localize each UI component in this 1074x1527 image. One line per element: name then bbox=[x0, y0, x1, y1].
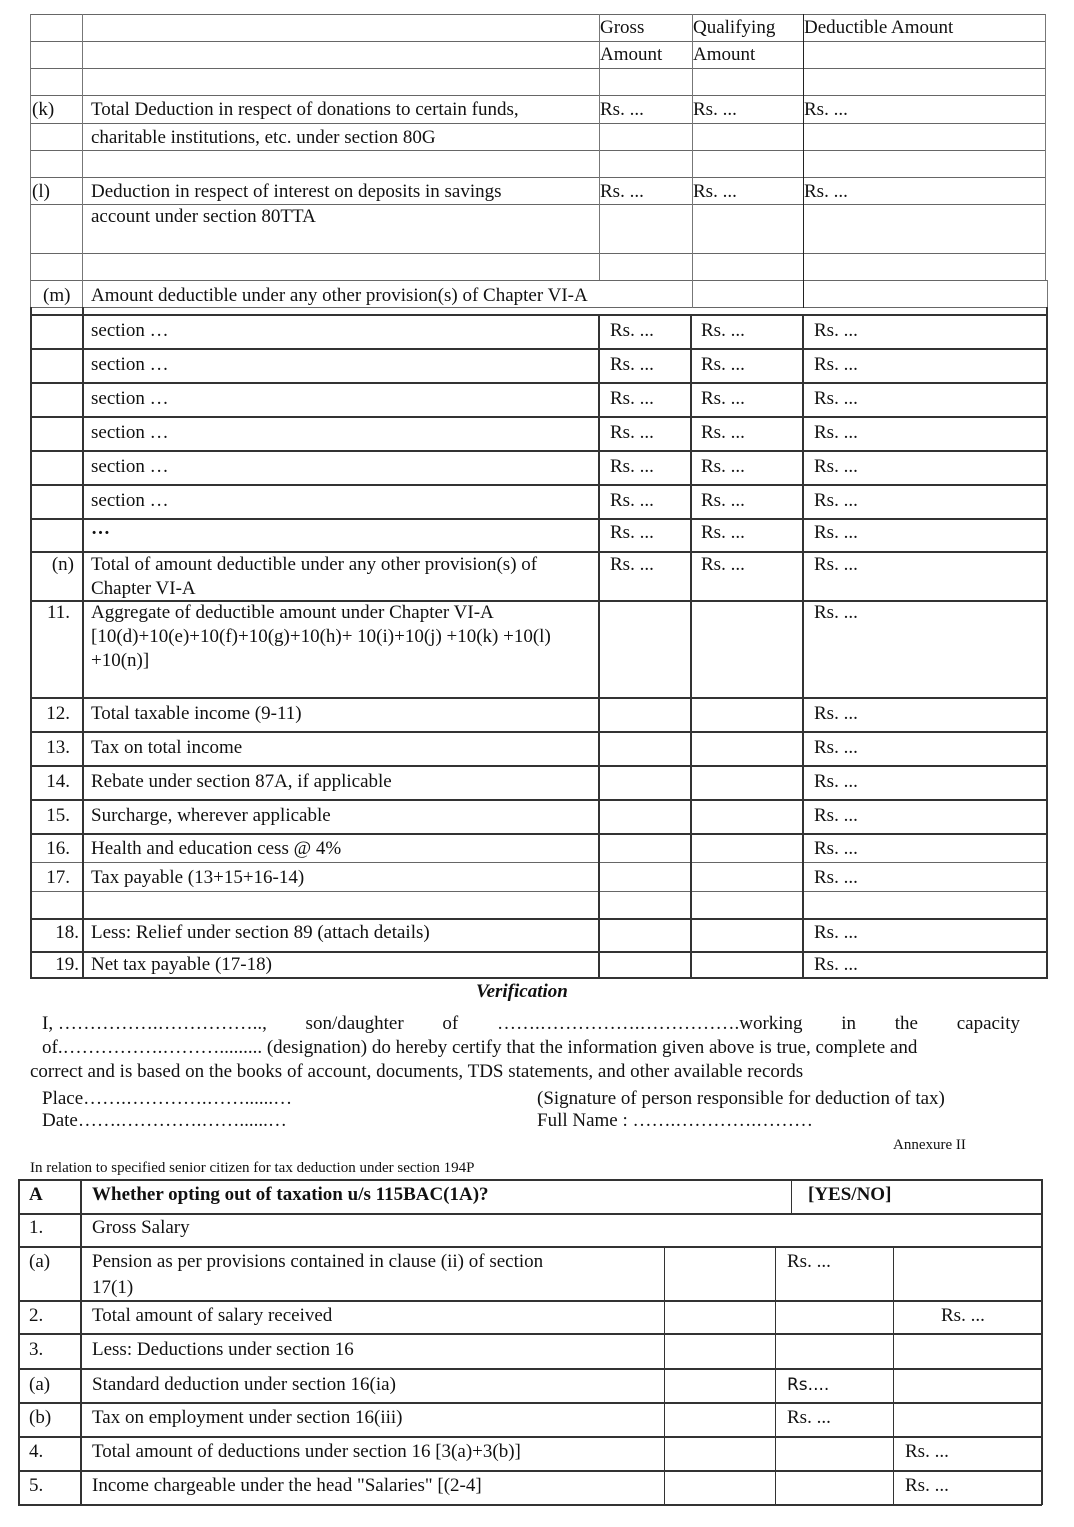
parent-name-blank: …….…………….…………….working bbox=[496, 1013, 803, 1034]
section-row-text: section … bbox=[91, 388, 169, 409]
header-qualifying-2: Amount bbox=[693, 44, 756, 65]
row-1-text: Gross Salary bbox=[92, 1217, 190, 1238]
opt-out-value[interactable]: [YES/NO] bbox=[808, 1184, 892, 1205]
section-row-deductible: Rs. ... bbox=[814, 388, 858, 409]
row-1a-text-1: Pension as per provisions contained in clause (ii) of section bbox=[92, 1251, 544, 1272]
row-text: Tax on total income bbox=[91, 737, 243, 758]
row-deductible: Rs. ... bbox=[814, 805, 858, 826]
row-text: Surcharge, wherever applicable bbox=[91, 805, 331, 826]
row-label: 13. bbox=[46, 737, 70, 758]
row-l-deductible: Rs. ... bbox=[804, 181, 848, 202]
row-deductible: Rs. ... bbox=[814, 703, 858, 724]
row-deductible: Rs. ... bbox=[814, 838, 858, 859]
row-label: 18. bbox=[55, 922, 79, 943]
text-fragment: in bbox=[841, 1013, 857, 1034]
row-11-text-2: [10(d)+10(e)+10(f)+10(g)+10(h)+ 10(i)+10(j) +10(k) +10(l) bbox=[91, 626, 551, 647]
row-k-label: (k) bbox=[32, 99, 55, 120]
row-k-text-1: Total Deduction in respect of donations to certain funds, bbox=[91, 99, 519, 120]
row-5-label: 5. bbox=[29, 1475, 44, 1496]
section-row-deductible: Rs. ... bbox=[814, 490, 858, 511]
section-row-qualifying: Rs. ... bbox=[701, 422, 745, 443]
row-deductible: Rs. ... bbox=[814, 771, 858, 792]
row-3-label: 3. bbox=[29, 1339, 44, 1360]
row-2-text: Total amount of salary received bbox=[92, 1305, 333, 1326]
section-row-gross: Rs. ... bbox=[610, 490, 654, 511]
row-4-text: Total amount of deductions under section 16 [3(a)+3(b)] bbox=[92, 1441, 521, 1462]
section-row-text: … bbox=[91, 518, 110, 539]
row-4-amount: Rs. ... bbox=[905, 1441, 949, 1462]
verification-line-2: of.…………….………......... (designation) do hereby certify that the information given above is true, complete and bbox=[42, 1037, 918, 1058]
header-deductible: Deductible Amount bbox=[804, 17, 954, 38]
verification-line-1 bbox=[42, 1013, 1020, 1035]
row-deductible: Rs. ... bbox=[814, 954, 858, 975]
row-5-amount: Rs. ... bbox=[905, 1475, 949, 1496]
row-1a-text-2: 17(1) bbox=[92, 1277, 134, 1298]
section-row-qualifying: Rs. ... bbox=[701, 490, 745, 511]
text-fragment: of bbox=[442, 1013, 459, 1034]
section-row-deductible: Rs. ... bbox=[814, 354, 858, 375]
section-row-deductible: Rs. ... bbox=[814, 320, 858, 341]
row-label: 19. bbox=[55, 954, 79, 975]
row-2-amount: Rs. ... bbox=[941, 1305, 985, 1326]
row-3a-label: (a) bbox=[29, 1374, 51, 1395]
row-n-deductible: Rs. ... bbox=[814, 554, 858, 575]
section-row-qualifying: Rs. ... bbox=[701, 522, 745, 543]
section-row-qualifying: Rs. ... bbox=[701, 354, 745, 375]
row-k-deductible: Rs. ... bbox=[804, 99, 848, 120]
row-11-text-3: +10(n)] bbox=[91, 650, 150, 671]
section-row-deductible: Rs. ... bbox=[814, 456, 858, 477]
row-3b-label: (b) bbox=[29, 1407, 52, 1428]
annexure-caption: In relation to specified senior citizen for tax deduction under section 194P bbox=[30, 1160, 475, 1176]
section-row-deductible: Rs. ... bbox=[814, 422, 858, 443]
row-3-text: Less: Deductions under section 16 bbox=[92, 1339, 354, 1360]
section-row-text: section … bbox=[91, 456, 169, 477]
section-row-gross: Rs. ... bbox=[610, 422, 654, 443]
section-row-qualifying: Rs. ... bbox=[701, 456, 745, 477]
header-gross-1: Gross bbox=[600, 17, 645, 38]
row-l-qualifying: Rs. ... bbox=[693, 181, 737, 202]
row-l-gross: Rs. ... bbox=[600, 181, 644, 202]
row-text: Health and education cess @ 4% bbox=[91, 838, 342, 859]
row-3a-text: Standard deduction under section 16(ia) bbox=[92, 1374, 396, 1395]
place-field: Place…….………….……......… bbox=[42, 1088, 293, 1109]
section-row-gross: Rs. ... bbox=[610, 388, 654, 409]
full-name-field: Full Name : …….………….……… bbox=[537, 1110, 814, 1131]
section-row-gross: Rs. ... bbox=[610, 522, 654, 543]
row-m-label: (m) bbox=[43, 285, 71, 306]
row-3a-amount: Rs.... bbox=[787, 1375, 830, 1395]
section-row-text: section … bbox=[91, 490, 169, 511]
row-n-qualifying: Rs. ... bbox=[701, 554, 745, 575]
row-n-label: (n) bbox=[51, 554, 74, 575]
section-row-qualifying: Rs. ... bbox=[701, 388, 745, 409]
row-label: 17. bbox=[46, 867, 70, 888]
row-l-text-2: account under section 80TTA bbox=[91, 206, 316, 227]
row-label: 12. bbox=[46, 703, 70, 724]
row-text: Total taxable income (9-11) bbox=[91, 703, 302, 724]
row-k-qualifying: Rs. ... bbox=[693, 99, 737, 120]
row-text: Net tax payable (17-18) bbox=[91, 954, 272, 975]
row-deductible: Rs. ... bbox=[814, 737, 858, 758]
section-row-text: section … bbox=[91, 422, 169, 443]
row-label: 14. bbox=[46, 771, 70, 792]
row-label: 15. bbox=[46, 805, 70, 826]
row-4-label: 4. bbox=[29, 1441, 44, 1462]
section-row-text: section … bbox=[91, 354, 169, 375]
text-fragment: son/daughter bbox=[305, 1013, 404, 1034]
row-l-text-1: Deduction in respect of interest on deposits in savings bbox=[91, 181, 502, 202]
name-blank: I, …………….…………….., bbox=[42, 1013, 267, 1034]
text-fragment: capacity bbox=[956, 1013, 1020, 1034]
header-qualifying-1: Qualifying bbox=[693, 17, 776, 38]
row-n-text-1: Total of amount deductible under any other provision(s) of bbox=[91, 554, 538, 575]
row-k-text-2: charitable institutions, etc. under section 80G bbox=[91, 127, 436, 148]
section-row-deductible: Rs. ... bbox=[814, 522, 858, 543]
row-deductible: Rs. ... bbox=[814, 922, 858, 943]
annexure-title: Annexure II bbox=[893, 1137, 966, 1153]
header-gross-2: Amount bbox=[600, 44, 663, 65]
row-text: Less: Relief under section 89 (attach details) bbox=[91, 922, 430, 943]
row-label: 16. bbox=[46, 838, 70, 859]
row-2-label: 2. bbox=[29, 1305, 44, 1326]
row-text: Rebate under section 87A, if applicable bbox=[91, 771, 392, 792]
signature-label: (Signature of person responsible for deduction of tax) bbox=[537, 1088, 945, 1109]
row-1-label: 1. bbox=[29, 1217, 44, 1238]
row-11-label: 11. bbox=[46, 602, 70, 623]
section-row-gross: Rs. ... bbox=[610, 456, 654, 477]
section-row-qualifying: Rs. ... bbox=[701, 320, 745, 341]
row-l-label: (l) bbox=[32, 181, 50, 202]
row-m-text: Amount deductible under any other provision(s) of Chapter VI-A bbox=[91, 285, 588, 306]
row-n-gross: Rs. ... bbox=[610, 554, 654, 575]
row-A-label: A bbox=[29, 1184, 43, 1205]
row-1a-label: (a) bbox=[29, 1251, 51, 1272]
row-1a-amount: Rs. ... bbox=[787, 1251, 831, 1272]
row-n-text-2: Chapter VI-A bbox=[91, 578, 196, 599]
row-11-text-1: Aggregate of deductible amount under Chapter VI-A bbox=[91, 602, 494, 623]
row-3b-amount: Rs. ... bbox=[787, 1407, 831, 1428]
date-field: Date…….………….……......… bbox=[42, 1110, 287, 1131]
row-text: Tax payable (13+15+16-14) bbox=[91, 867, 305, 888]
row-k-gross: Rs. ... bbox=[600, 99, 644, 120]
verification-line-3: correct and is based on the books of account, documents, TDS statements, and other available records bbox=[30, 1061, 804, 1082]
verification-title: Verification bbox=[476, 981, 568, 1002]
section-row-gross: Rs. ... bbox=[610, 320, 654, 341]
section-row-text: section … bbox=[91, 320, 169, 341]
row-A-text: Whether opting out of taxation u/s 115BAC(1A)? bbox=[92, 1184, 489, 1205]
row-deductible: Rs. ... bbox=[814, 867, 858, 888]
row-11-deductible: Rs. ... bbox=[814, 602, 858, 623]
text-fragment: the bbox=[894, 1013, 918, 1034]
row-3b-text: Tax on employment under section 16(iii) bbox=[92, 1407, 403, 1428]
row-5-text: Income chargeable under the head "Salaries" [(2-4] bbox=[92, 1475, 482, 1496]
section-row-gross: Rs. ... bbox=[610, 354, 654, 375]
